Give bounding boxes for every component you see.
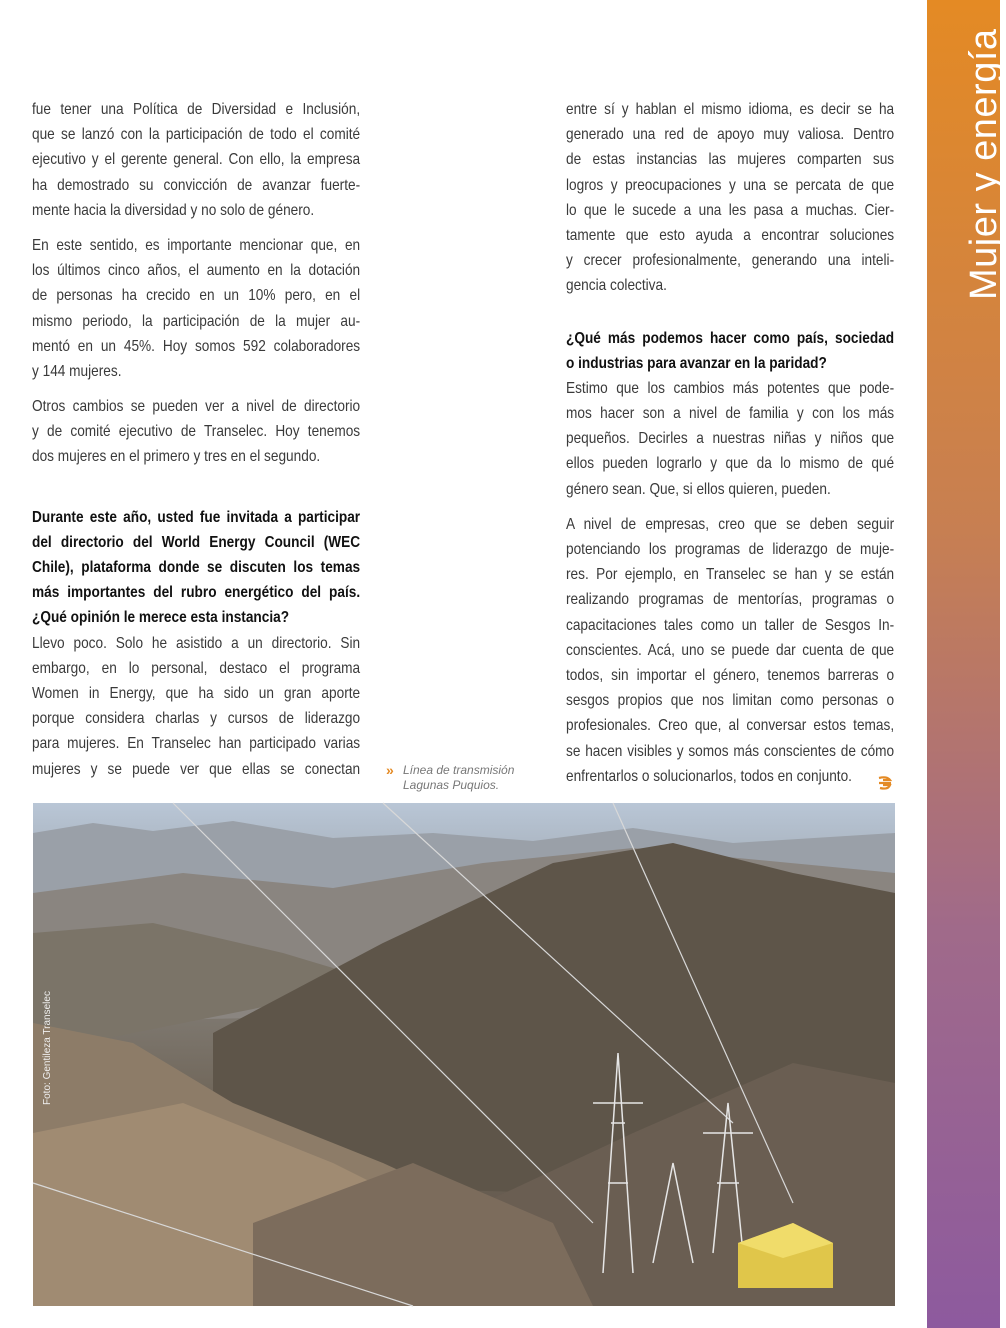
transmission-line-photo bbox=[33, 803, 895, 1306]
text-line: dos mujeres en el primero y tres en el segundo. bbox=[32, 448, 321, 466]
paragraph bbox=[32, 233, 360, 384]
text-line: del directorio del World Energy Council (WEC bbox=[32, 533, 361, 551]
text-line: para mujeres. En Transelec han participado varias bbox=[32, 735, 361, 753]
text-line: A nivel de empresas, creo que se deben seguir bbox=[566, 515, 895, 533]
left-column bbox=[32, 97, 360, 792]
text-line: Estimo que los cambios más potentes que pode- bbox=[566, 379, 895, 397]
text-line: y 144 mujeres. bbox=[32, 362, 122, 380]
text-line: gencia colectiva. bbox=[566, 277, 667, 295]
right-column bbox=[566, 97, 894, 799]
text-line: género sean. Que, si ellos quieren, pueden. bbox=[566, 480, 831, 498]
caption-line: Línea de transmisión bbox=[403, 763, 515, 777]
photo-credit: Foto: Gentileza Transelec bbox=[42, 991, 53, 1105]
text-line: Durante este año, usted fue invitada a participar bbox=[32, 508, 361, 526]
text-line: Llevo poco. Solo he asistido a un directorio. Sin bbox=[32, 634, 361, 652]
text-line: embargo, en lo personal, destaco el programa bbox=[32, 659, 361, 677]
text-line: Otros cambios se pueden ver a nivel de directorio bbox=[32, 398, 361, 416]
section-sidebar bbox=[927, 0, 1005, 1328]
text-line: mente hacia la diversidad y no solo de género. bbox=[32, 201, 315, 219]
photo-caption bbox=[386, 763, 514, 793]
paragraph bbox=[32, 631, 360, 782]
text-line: lo que le sucede a una les pasa a muchas. Cier- bbox=[566, 201, 895, 219]
text-line: porque considera charlas y cursos de liderazgo bbox=[32, 710, 361, 728]
paragraph bbox=[566, 512, 894, 789]
text-line: o industrias para avanzar en la paridad? bbox=[566, 354, 827, 372]
paragraph bbox=[566, 97, 894, 299]
paragraph bbox=[566, 376, 894, 502]
text-line: entre sí y hablan el mismo idioma, es decir se ha bbox=[566, 101, 895, 118]
text-line: ha demostrado su convicción de avanzar fuerte- bbox=[32, 176, 361, 194]
text-line: se hacen visibles y somos más conscientes de cómo bbox=[566, 742, 895, 760]
text-line: mujeres y se puede ver que ellas se conectan bbox=[32, 760, 361, 778]
text-line: tamente que esto ayuda a encontrar soluciones bbox=[566, 226, 895, 244]
text-line: fue tener una Política de Diversidad e Inclusión, bbox=[32, 101, 361, 118]
text-line: capacitaciones tales como un taller de Sesgos In- bbox=[566, 616, 895, 634]
text-line: En este sentido, es importante mencionar que, en bbox=[32, 236, 361, 254]
text-line: de personas ha crecido en un 10% pero, en el bbox=[32, 287, 361, 305]
text-line: generado una red de apoyo muy valiosa. Dentro bbox=[566, 126, 895, 144]
text-line: conscientes. Acá, uno se puede dar cuenta de que bbox=[566, 641, 895, 659]
text-line: ¿Qué opinión le merece esta instancia? bbox=[32, 609, 290, 627]
text-line: Women in Energy, que ha sido un gran aporte bbox=[32, 684, 361, 702]
paragraph bbox=[32, 394, 360, 470]
text-line: Chile), plataforma donde se discuten los temas bbox=[32, 559, 361, 576]
text-line: mismo periodo, la participación de la mujer au- bbox=[32, 312, 361, 330]
text-line: mentó en un 45%. Hoy somos 592 colaboradores bbox=[32, 337, 361, 355]
text-line: de estas instancias las mujeres comparten sus bbox=[566, 151, 895, 169]
text-line: potenciando los programas de liderazgo de muje- bbox=[566, 541, 895, 558]
text-line: ellos pueden lograrlo y que da lo mismo de qué bbox=[566, 455, 895, 473]
text-line: los últimos cinco años, el aumento en la dotación bbox=[32, 262, 361, 280]
interview-question bbox=[566, 326, 894, 376]
text-line: ejecutivo y el gerente general. Con ello, la empresa bbox=[32, 151, 361, 169]
text-line: y crecer profesionalmente, generando una inteli- bbox=[566, 252, 895, 270]
section-title: Mujer y energía bbox=[963, 28, 1005, 300]
caption-line: Lagunas Puquios. bbox=[403, 778, 500, 792]
text-line: res. Por ejemplo, en Transelec se han y se están bbox=[566, 566, 895, 584]
text-line: y de comité ejecutivo de Transelec. Hoy tenemos bbox=[32, 423, 361, 441]
text-line: logros y preocupaciones y una se percata de que bbox=[566, 176, 895, 194]
text-line: pequeños. Decirles a nuestras niñas y niños que bbox=[566, 430, 895, 448]
text-line: profesionales. Creo que, al conversar estos temas, bbox=[566, 717, 895, 735]
text-line: mos hacer son a nivel de familia y con los más bbox=[566, 405, 895, 423]
text-line: todos, sin importar el género, tenemos barreras o bbox=[566, 666, 895, 684]
double-chevron-right-icon: » bbox=[386, 762, 394, 778]
text-line: que se lanzó con la participación de todo el comité bbox=[32, 126, 361, 144]
text-line: ¿Qué más podemos hacer como país, sociedad bbox=[566, 329, 895, 347]
text-line: enfrentarlos o solucionarlos, todos en conjunto. bbox=[566, 767, 852, 785]
mountain-landscape bbox=[33, 803, 895, 1306]
paragraph bbox=[32, 97, 360, 223]
text-line: más importantes del rubro energético del país. bbox=[32, 584, 361, 602]
end-of-article-icon bbox=[877, 776, 893, 790]
text-line: sesgos propios que nos limitan como personas o bbox=[566, 692, 895, 710]
interview-question bbox=[32, 505, 360, 631]
text-line: realizando programas de mentorías, programas o bbox=[566, 591, 895, 609]
